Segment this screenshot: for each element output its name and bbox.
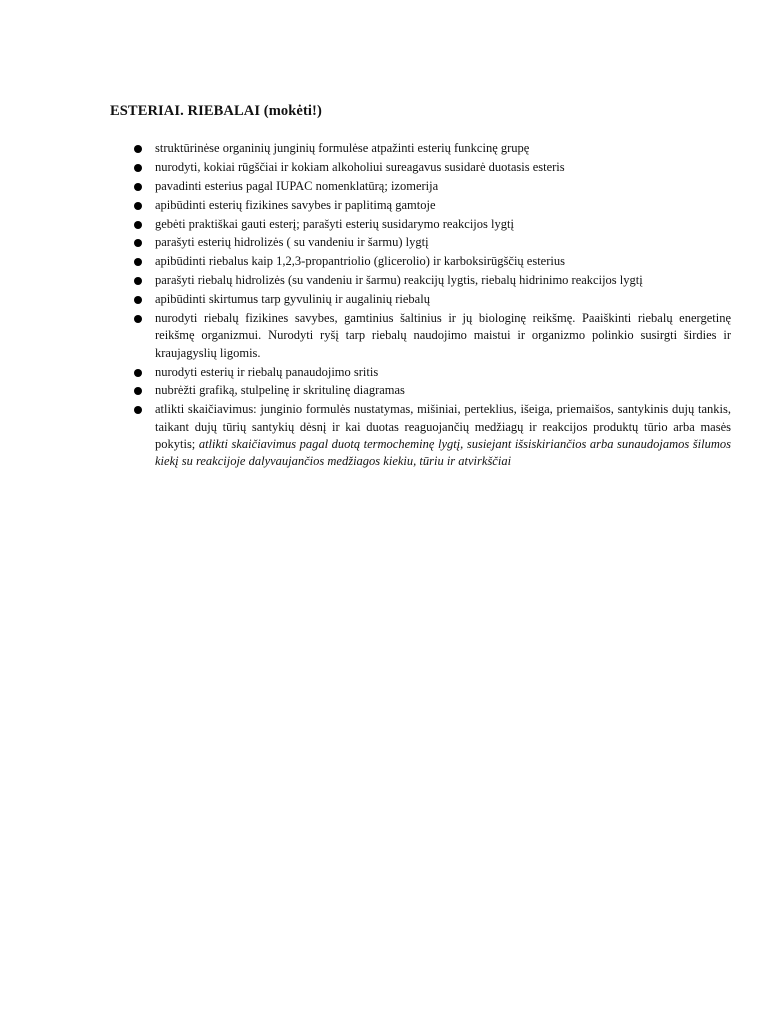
bullet-icon: [134, 239, 142, 247]
bullet-icon: [134, 315, 142, 323]
list-item-text: nurodyti esterių ir riebalų panaudojimo sritis: [155, 364, 379, 379]
list-item: [133, 159, 731, 176]
list-item: [133, 216, 731, 233]
bullet-icon: [134, 369, 142, 377]
calculation-text: atlikti skaičiavimus: junginio formulės nustatymas, mišiniai, perteklius, išeiga, priemaišos, santykinis dujų tankis, taikant dujų tūrių santykių dėsnį ir kai duotas reaguojančių medžiagų ir reakcijos produktų tūrio arba masės pokytis;: [155, 402, 731, 451]
list-item-text: nubrėžti grafiką, stulpelinę ir skritulinę diagramas: [155, 383, 405, 398]
bullet-icon: [134, 387, 142, 395]
list-item-text-mixed: [155, 401, 731, 470]
list-item: [133, 310, 731, 362]
list-item-text: nurodyti, kokiai rūgščiai ir kokiam alkoholiui sureagavus susidarė duotasis esteris: [155, 159, 565, 174]
bullet-icon: [134, 164, 142, 172]
list-item-text: struktūrinėse organinių junginių formulėse atpažinti esterių funkcinę grupę: [155, 141, 530, 155]
list-item: [133, 234, 731, 251]
list-item: [133, 401, 731, 470]
page-title: ESTERIAI. RIEBALAI (mokėti!): [110, 103, 322, 119]
list-item: [133, 140, 731, 157]
list-item: [133, 178, 731, 195]
bullet-icon: [134, 183, 142, 191]
list-item: [133, 197, 731, 214]
list-item-text: pavadinti esterius pagal IUPAC nomenklatūrą; izomerija: [155, 178, 439, 193]
bullet-icon: [134, 406, 142, 414]
bullet-icon: [134, 145, 142, 153]
bullet-icon: [134, 296, 142, 304]
list-item: [133, 272, 731, 289]
list-item-text: gebėti praktiškai gauti esterį; parašyti esterių susidarymo reakcijos lygtį: [155, 216, 514, 231]
list-item: [133, 291, 731, 308]
thermochemical-text: atlikti skaičiavimus pagal duotą termocheminę lygtį, susiejant išsiskiriančios arba sunaudojamos šilumos kiekį su reakcijoje dalyvaujančios medžiagos kiekiu, tūriu ir atvirkščiai: [155, 436, 731, 469]
list-item: [133, 382, 731, 399]
list-item-text: apibūdinti skirtumus tarp gyvulinių ir augalinių riebalų: [155, 292, 430, 307]
list-item-text: parašyti riebalų hidrolizės (su vandeniu ir šarmu) reakcijų lygtis, riebalų hidrinimo reakcijos lygtį: [155, 273, 643, 288]
bullet-icon: [134, 221, 142, 229]
bullet-icon: [134, 258, 142, 266]
list-item: [133, 253, 731, 270]
bullet-icon: [134, 202, 142, 210]
bullet-icon: [134, 277, 142, 285]
objectives-list: [133, 140, 731, 472]
list-item-text: apibūdinti riebalus kaip 1,2,3-propantriolio (glicerolio) ir karboksirūgščių esterius: [155, 254, 565, 269]
list-item-text: nurodyti riebalų fizikines savybes, gamtinius šaltinius ir jų biologinę reikšmę. Paaiškinti riebalų energetinę reikšmę organizmui. Nurodyti ryšį tarp riebalų naudojimo maistui ir organizmo polinkio susirgti širdies ir kraujagyslių ligomis.: [155, 311, 731, 360]
list-item: [133, 364, 731, 381]
list-item-text: parašyti esterių hidrolizės ( su vandeniu ir šarmu) lygtį: [155, 235, 429, 250]
list-item-text: apibūdinti esterių fizikines savybes ir paplitimą gamtoje: [155, 197, 436, 212]
